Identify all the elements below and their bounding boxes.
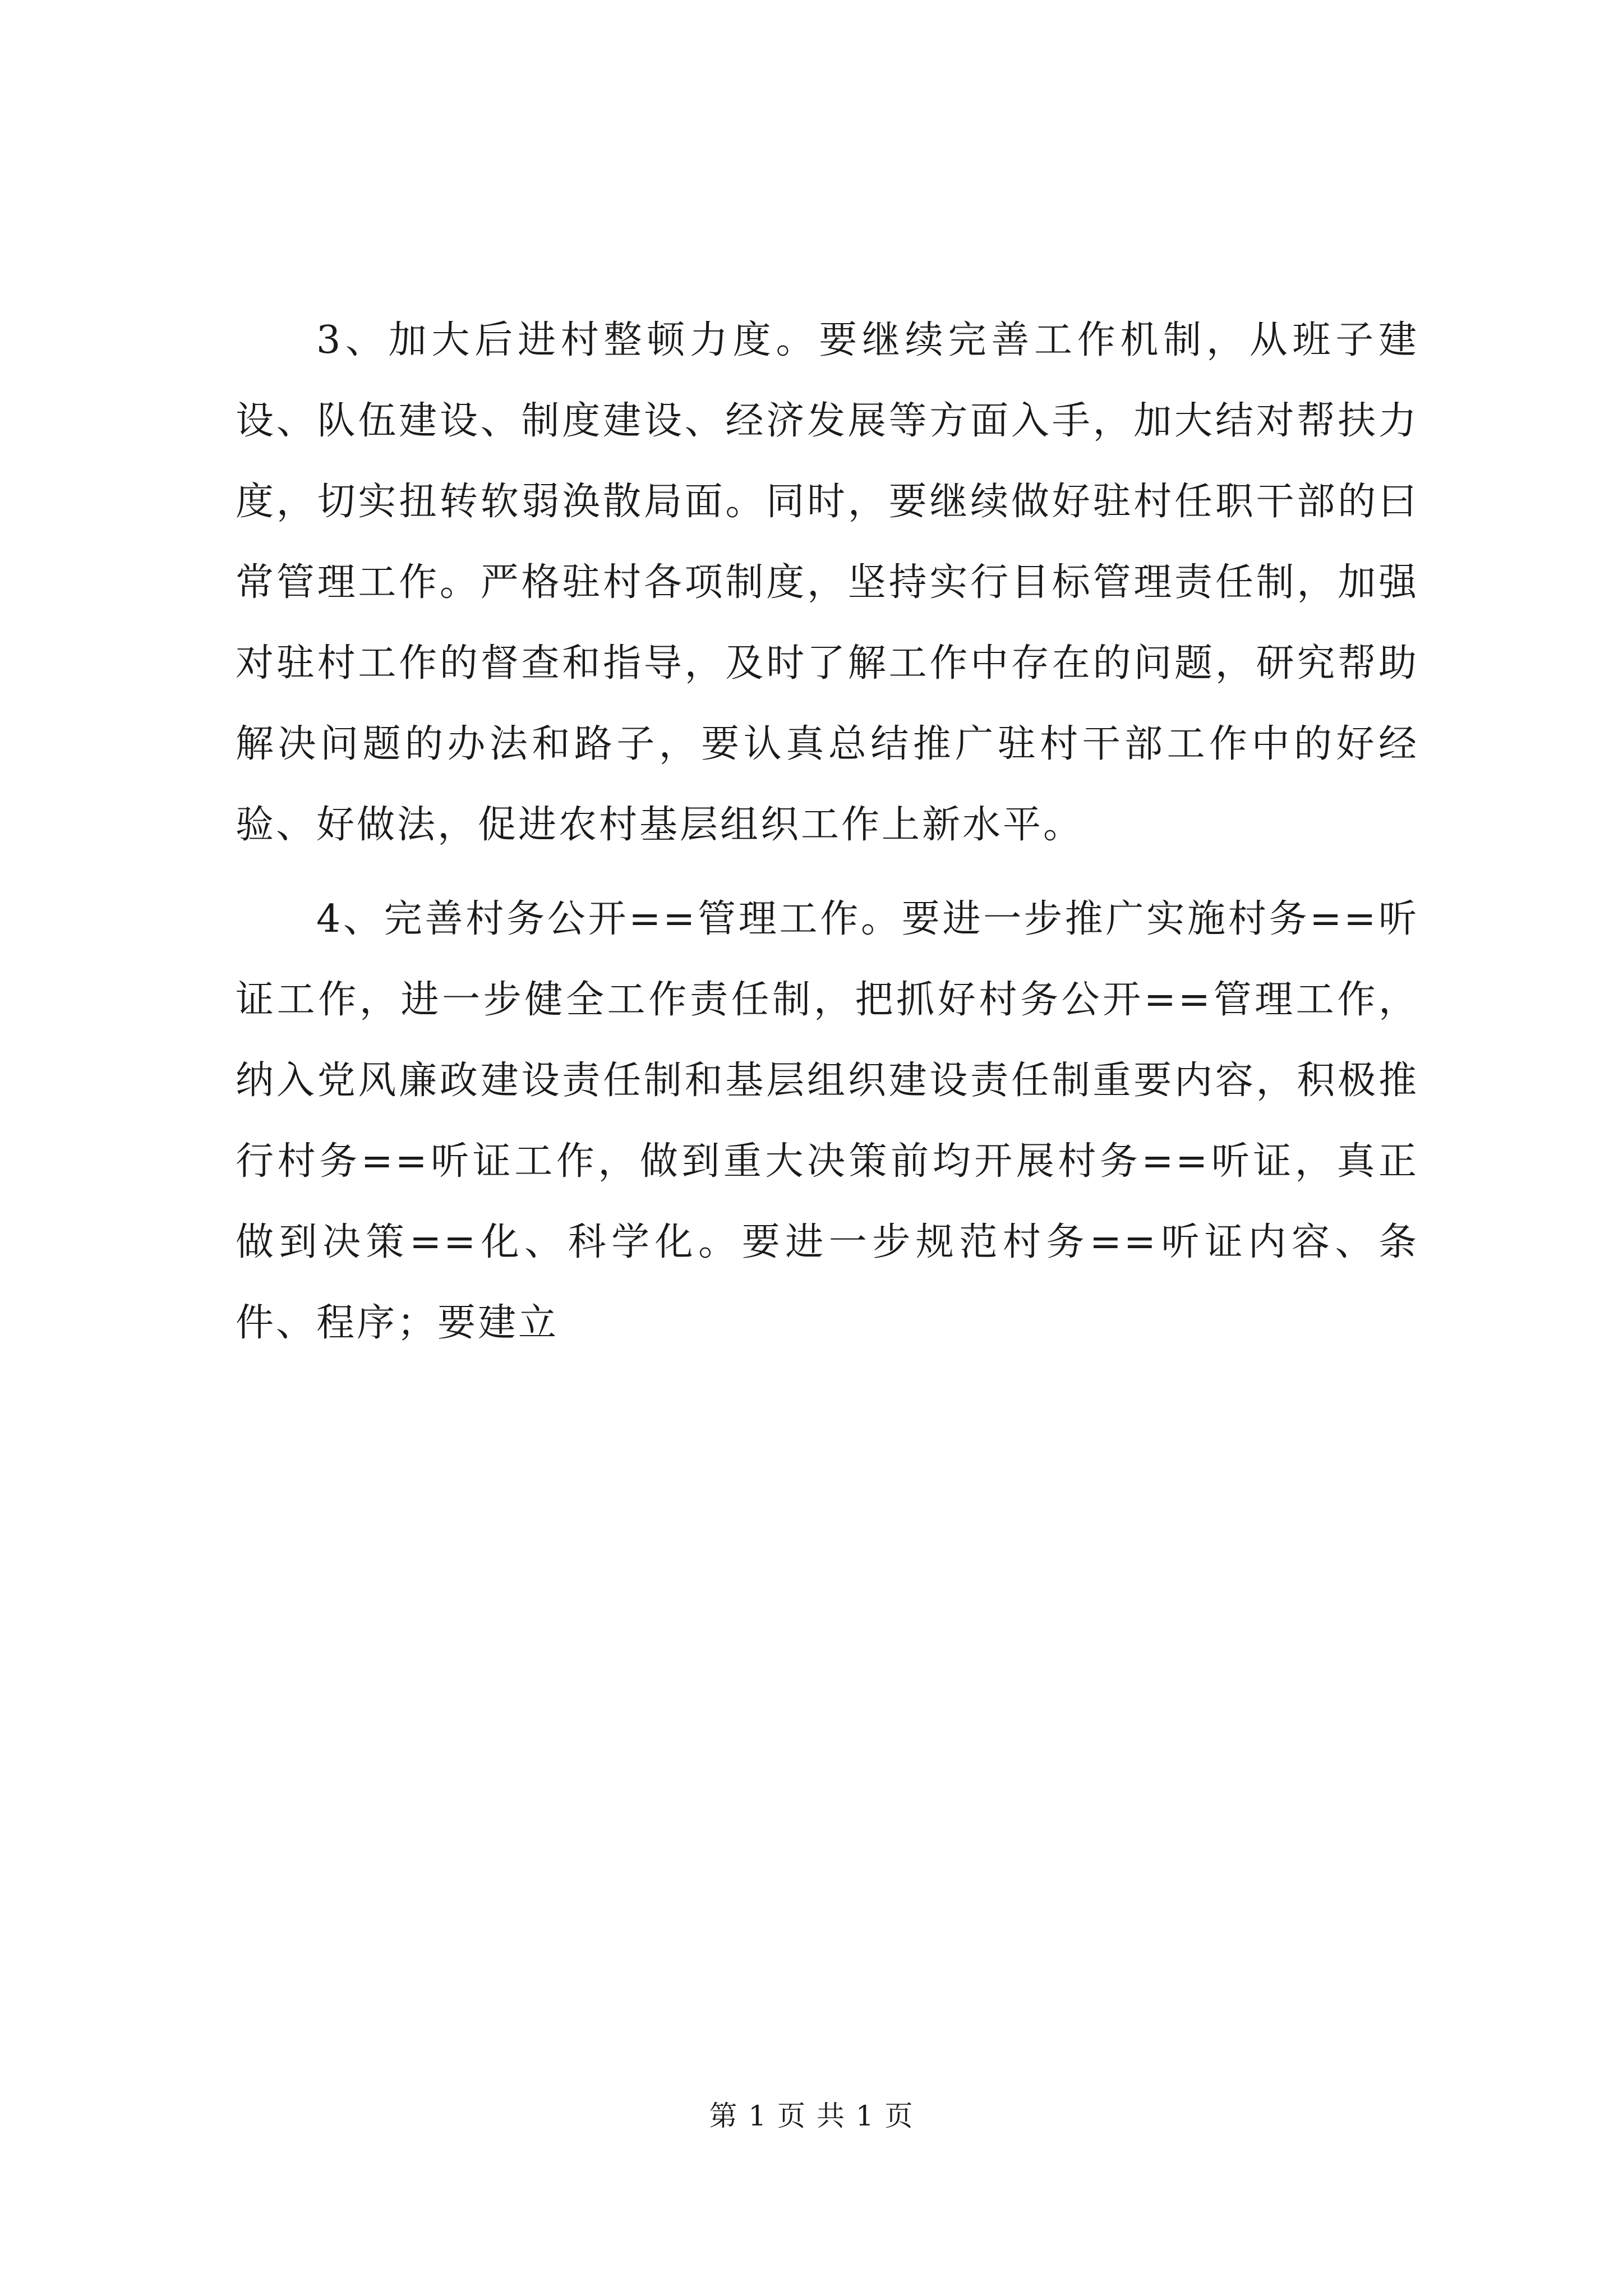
page-footer: 第 1 页 共 1 页 bbox=[709, 2100, 914, 2132]
document-body bbox=[236, 300, 1419, 1364]
paragraph-3: 3、加大后进村整顿力度。要继续完善工作机制，从班子建设、队伍建设、制度建设、经济发展等方面入手，加大结对帮扶力度，切实扭转软弱涣散局面。同时，要继续做好驻村任职干部的曰常管理工作。严格驻村各项制度，坚持实行目标管理责任制，加强对驻村工作的督查和指导，及时了解工作中存在的问题，研究帮助解决问题的办法和路子，要认真总结推广驻村干部工作中的好经验、好做法，促进农村基层组织工作上新水平。 bbox=[236, 318, 1419, 847]
paragraph-4: 4、完善村务公开==管理工作。要进一步推广实施村务==听证工作，进一步健全工作责任制，把抓好村务公开==管理工作，纳入党风廉政建设责任制和基层组织建设责任制重要内容，积极推行村务==听证工作，做到重大决策前均开展村务==听证，真正做到决策==化、科学化。要进一步规范村务==听证内容、条件、程序；要建立 bbox=[236, 897, 1419, 1345]
